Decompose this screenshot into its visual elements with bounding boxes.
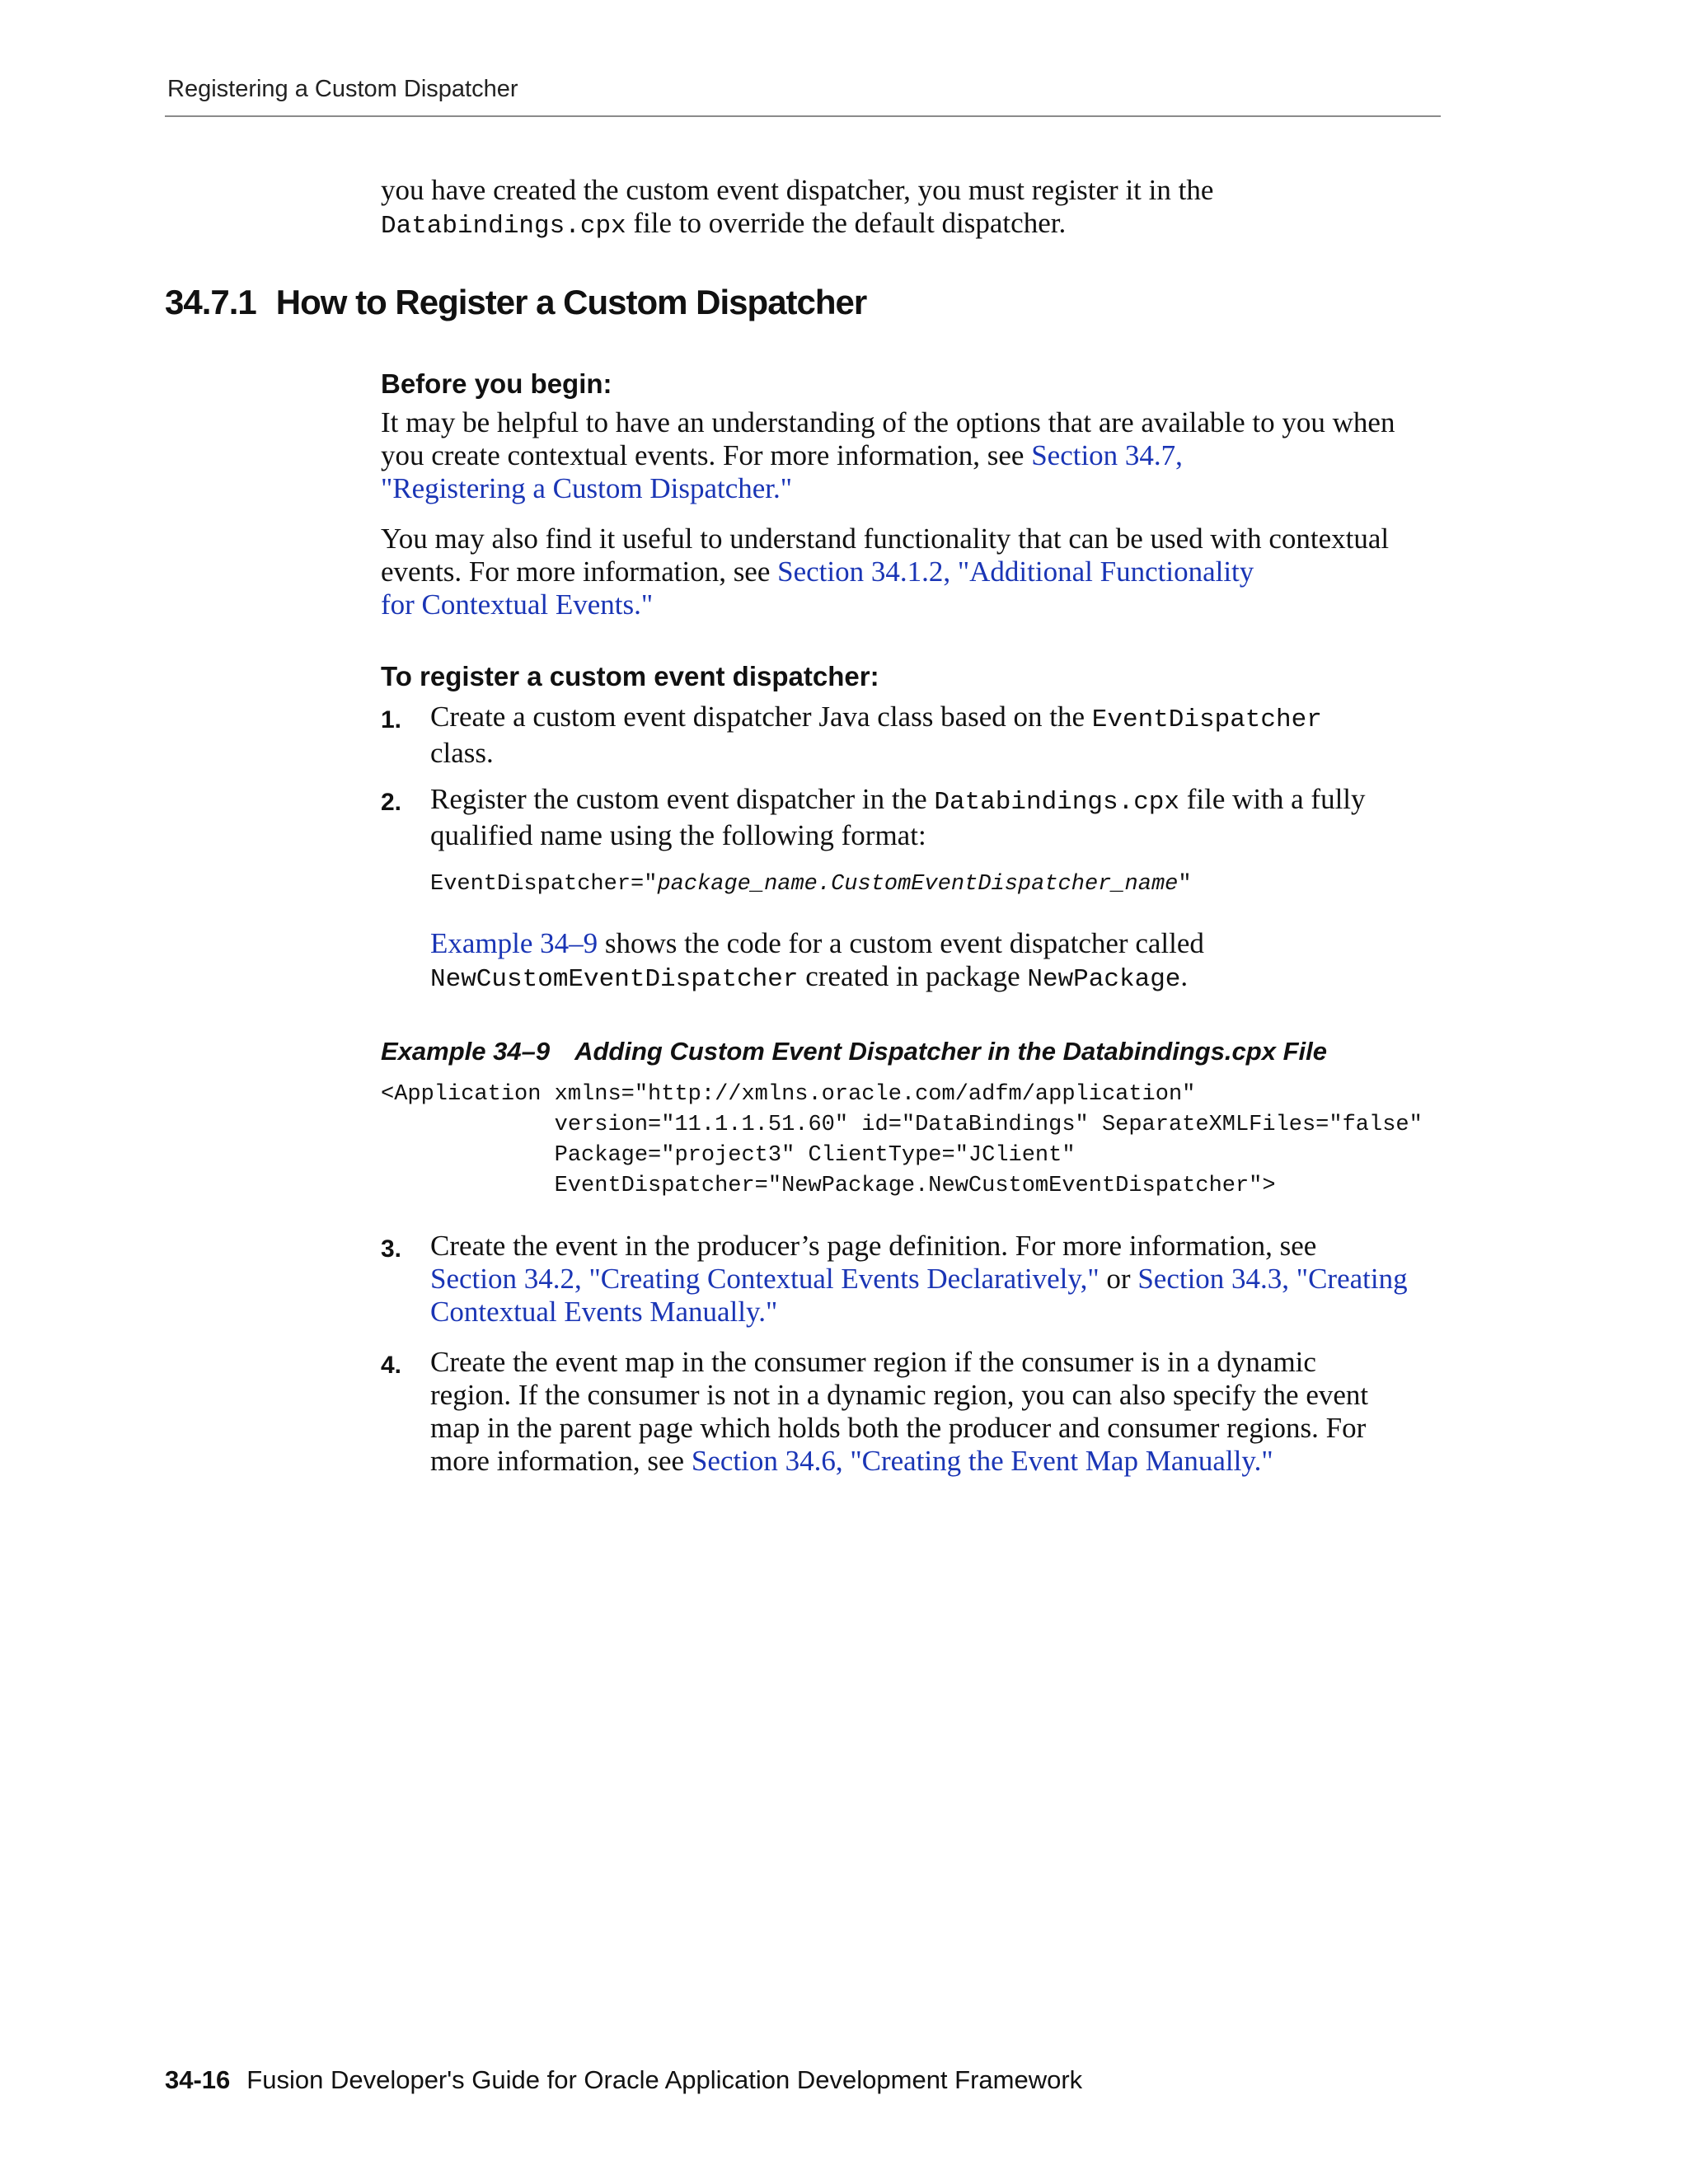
step-2-text-b: file with a fully: [1179, 783, 1366, 815]
before-paragraph-2: [381, 523, 1444, 621]
link-section-34-1-2[interactable]: Section 34.1.2, "Additional Functionality: [777, 555, 1254, 588]
step-1-code: EventDispatcher: [1091, 705, 1322, 734]
link-section-34-2[interactable]: Section 34.2, "Creating Contextual Events Declaratively,": [430, 1263, 1100, 1295]
before-p2-text: You may also find it useful to understand functionality that can be used with contextual events. For more information, see: [381, 523, 1390, 588]
intro-line-2: [381, 207, 1444, 243]
code-line: <Application xmlns="http://xmlns.oracle.com/adfm/application": [381, 1082, 1196, 1107]
step-number: 2.: [381, 789, 402, 816]
step-4-text: [430, 1346, 1444, 1478]
link-additional-functionality[interactable]: for Contextual Events.": [381, 588, 654, 621]
example-ref-text-b: created in package: [798, 960, 1028, 992]
example-ref-code-1: NewCustomEventDispatcher: [430, 965, 799, 994]
before-paragraph-1: [381, 406, 1444, 505]
step-1-text: [430, 701, 1444, 770]
format-prefix: EventDispatcher=": [430, 872, 658, 897]
step-4-text-a: Create the event map in the consumer region if the consumer is in a dynamic: [430, 1346, 1316, 1378]
example-ref-code-2: NewPackage: [1027, 965, 1181, 994]
intro-line-1: you have created the custom event dispatcher, you must register it in the: [381, 174, 1214, 206]
link-section-34-6[interactable]: Section 34.6, "Creating the Event Map Manually.": [691, 1445, 1273, 1477]
procedure-heading: To register a custom event dispatcher:: [381, 661, 879, 691]
example-reference: [430, 927, 1444, 996]
intro-paragraph: [381, 174, 1444, 243]
step-2-text-c: qualified name using the following format:: [430, 819, 926, 851]
link-section-34-7[interactable]: Section 34.7,: [1031, 439, 1183, 471]
link-section-34-3[interactable]: Section 34.3, "Creating: [1137, 1263, 1408, 1295]
example-ref-text-c: .: [1180, 960, 1189, 992]
step-4-text-d: more information, see: [430, 1445, 692, 1477]
format-suffix: ": [1178, 872, 1192, 897]
intro-code: Databindings.cpx: [381, 212, 626, 241]
step-2-text: [430, 783, 1444, 852]
section-title-text: How to Register a Custom Dispatcher: [275, 283, 867, 321]
before-heading: Before you begin:: [381, 368, 612, 399]
format-italic: package_name.CustomEventDispatcher_name: [657, 872, 1179, 897]
link-contextual-events-manually[interactable]: Contextual Events Manually.": [430, 1296, 778, 1328]
example-ref-text-a: shows the code for a custom event dispatcher called: [598, 927, 1204, 959]
code-line: Package="project3" ClientType="JClient": [381, 1143, 1076, 1168]
page-footer: [165, 2065, 1082, 2095]
step-4-text-b: region. If the consumer is not in a dynamic region, you can also specify the event: [430, 1379, 1369, 1411]
step-2-code: Databindings.cpx: [934, 788, 1180, 817]
section-heading: [165, 283, 866, 322]
step-number: 1.: [381, 706, 402, 733]
step-3-text: [430, 1230, 1444, 1329]
link-registering-custom-dispatcher[interactable]: "Registering a Custom Dispatcher.": [381, 472, 793, 504]
example-caption: [381, 1037, 1327, 1066]
intro-line-2-text: file to override the default dispatcher.: [626, 207, 1067, 239]
section-number: 34.7.1: [165, 283, 256, 321]
link-example-34-9[interactable]: Example 34–9: [430, 927, 598, 959]
running-header: Registering a Custom Dispatcher: [167, 76, 518, 102]
step-number: 4.: [381, 1352, 402, 1379]
footer-title: Fusion Developer's Guide for Oracle Application Development Framework: [246, 2065, 1083, 2094]
step-number: 3.: [381, 1235, 402, 1263]
header-rule: [165, 115, 1441, 117]
before-p1-text: It may be helpful to have an understanding of the options that are available to you when you create contextual events. For more information, see: [381, 406, 1395, 471]
step-3-mid: or: [1099, 1263, 1138, 1295]
step-2-text-a: Register the custom event dispatcher in the: [430, 783, 935, 815]
step-3-text-a: Create the event in the producer’s page definition. For more information, see: [430, 1230, 1317, 1262]
example-label: Example 34–9: [381, 1037, 551, 1066]
step-1-text-b: class.: [430, 737, 494, 769]
page-number: 34-16: [165, 2065, 231, 2094]
step-1-text-a: Create a custom event dispatcher Java class based on the: [430, 701, 1092, 733]
code-line: version="11.1.1.51.60" id="DataBindings" SeparateXMLFiles="false": [381, 1113, 1423, 1137]
example-title: Adding Custom Event Dispatcher in the Databindings.cpx File: [574, 1037, 1327, 1066]
format-code: [430, 869, 1192, 900]
example-code-block: [381, 1080, 1423, 1202]
step-4-text-c: map in the parent page which holds both the producer and consumer regions. For: [430, 1412, 1367, 1444]
code-line: EventDispatcher="NewPackage.NewCustomEventDispatcher">: [381, 1174, 1276, 1198]
